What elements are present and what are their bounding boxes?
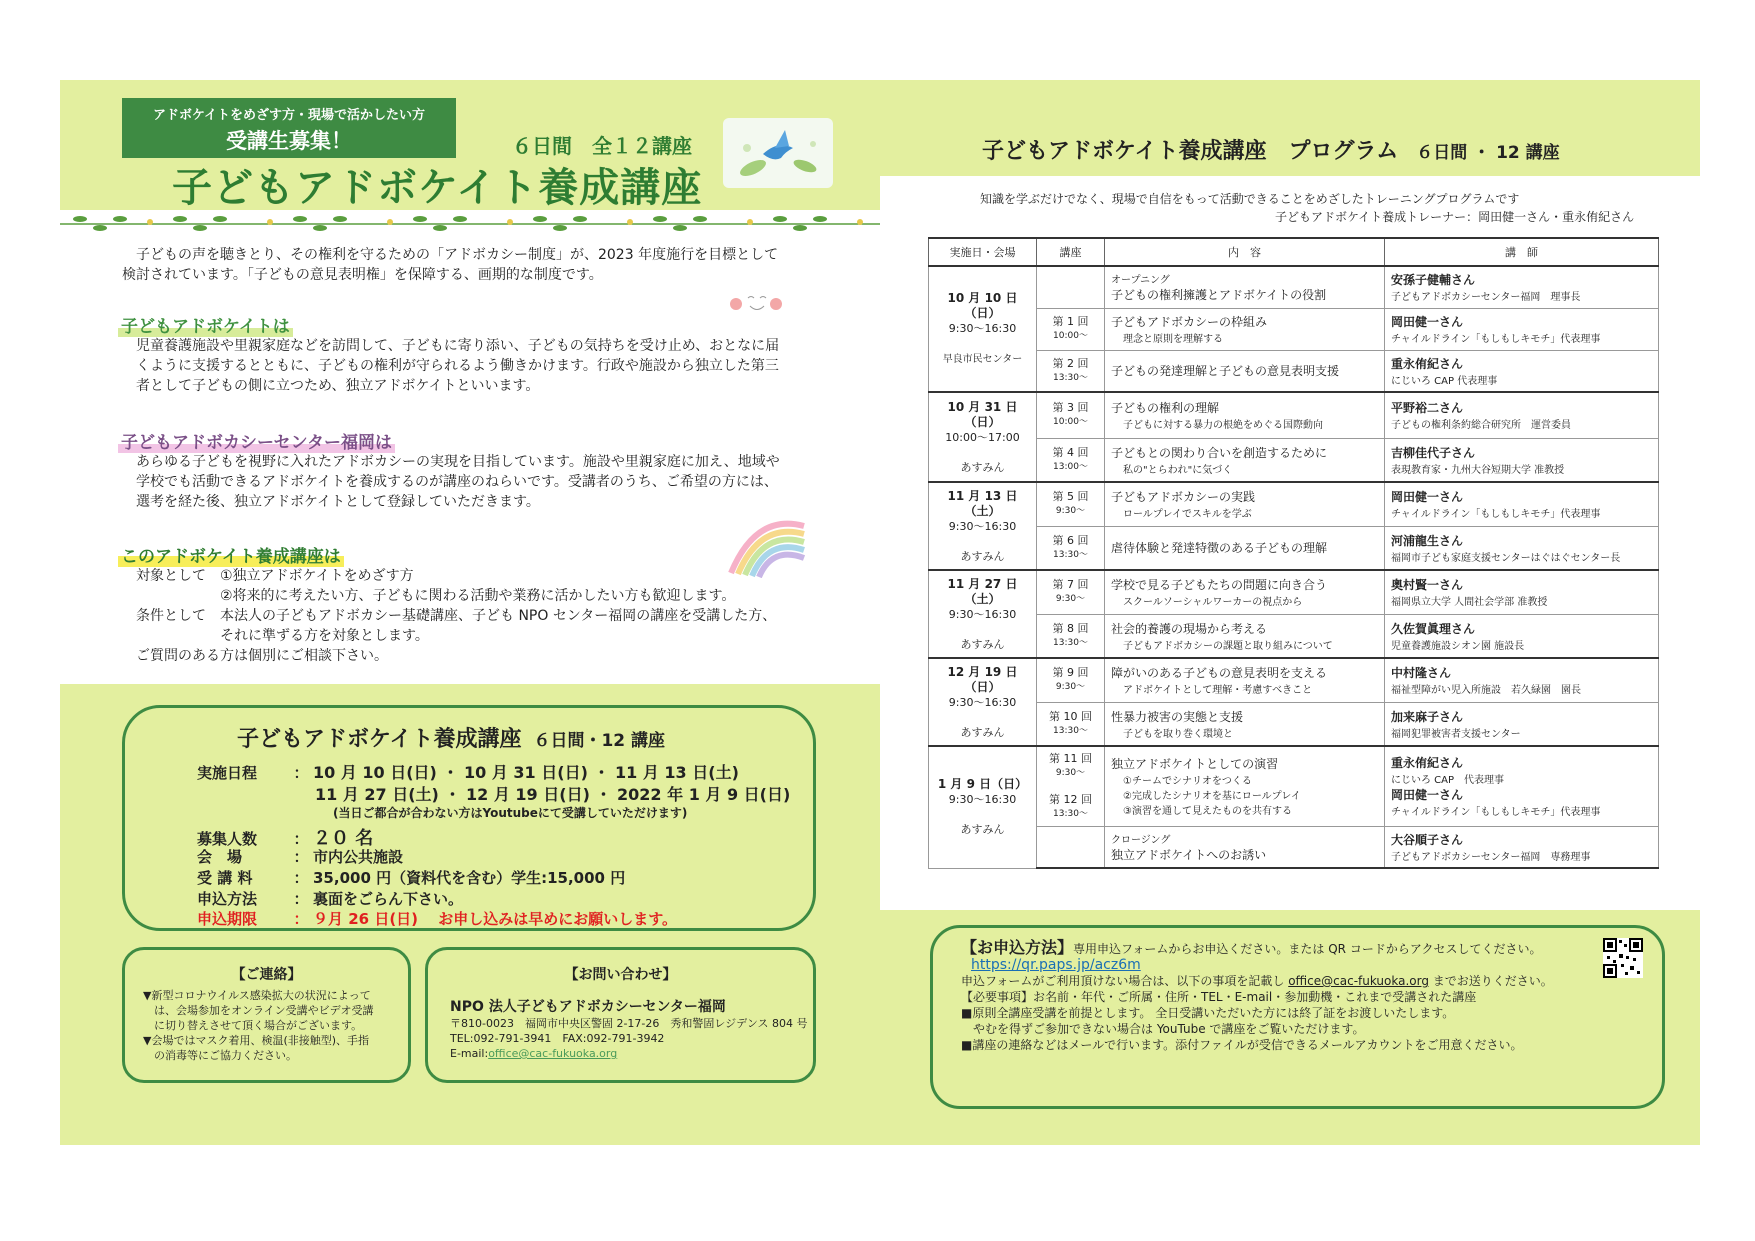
content: オープニング [1111, 275, 1170, 287]
lecturer: 大谷順子さん [1391, 832, 1464, 847]
venue: あすみん [960, 725, 1005, 739]
apply-line1 [961, 973, 1662, 989]
colon: ： [293, 830, 309, 848]
section3-heading [118, 542, 344, 567]
lecture-time: 9:30～ [1055, 767, 1086, 778]
content-cell [1105, 614, 1385, 658]
content-cell [1105, 826, 1385, 868]
table-row [929, 826, 1659, 868]
apply-url-row [971, 957, 1662, 973]
lecture-time: 13:30～ [1053, 808, 1088, 819]
notice-lines [143, 988, 408, 1063]
lecture-cell [1037, 266, 1105, 308]
content: クロージング [1111, 834, 1171, 846]
lecture-time: 13:30～ [1053, 372, 1088, 383]
lecturer-cell [1385, 350, 1659, 392]
lecture-no: 第 5 回 [1052, 490, 1089, 504]
date-cell [929, 482, 1037, 570]
lecture-no: 第 4 回 [1052, 445, 1089, 459]
course-title-text: 子どもアドボケイト養成講座 [237, 727, 522, 752]
contact-email-label: E-mail: [450, 1047, 489, 1060]
lecture-time: 10:00～ [1053, 417, 1088, 428]
notice-line: の消毒等にご協力ください。 [143, 1049, 297, 1062]
lecturer-cell [1385, 658, 1659, 702]
lecturer: 岡田健一さん [1391, 490, 1464, 505]
apply-line1-b: までお送りください。 [1428, 974, 1553, 988]
lecturer: 河浦龍生さん [1391, 533, 1464, 548]
method-value: 裏面をごらん下さい。 [313, 890, 464, 908]
method-label: 申込方法 [197, 890, 258, 908]
course-title-sub: ６日間・12 講座 [533, 731, 666, 751]
date: 1 月 9 日（日） [937, 777, 1028, 792]
schedule-label: 実施日程 [197, 764, 258, 782]
program-table [928, 237, 1659, 869]
section2-line: あらゆる子どもを視野に入れたアドボカシーの実現を目指しています。施設や里親家庭に加え、地域や [136, 454, 780, 470]
venue: あすみん [960, 823, 1005, 837]
lecturer-role: 福岡県立大学 人間社会学部 准教授 [1391, 597, 1548, 609]
fee-label: 受 講 料 [197, 869, 253, 887]
lecture-no: 第 7 回 [1052, 578, 1089, 592]
section1-line: 者として子どもの側に立つため、独立アドボケイトといいます。 [136, 378, 540, 394]
section1-line: 児童養護施設や里親家庭などを訪問して、子どもに寄り添い、子どもの気持ちを受け止め、おとなに届 [136, 338, 780, 354]
lecture-cell [1037, 570, 1105, 614]
content-sub: スクールソーシャルワーカーの視点から [1123, 597, 1303, 609]
bird-illustration [723, 118, 833, 188]
application-box [930, 925, 1665, 1109]
content-cell [1105, 438, 1385, 482]
smile-face-icon [728, 290, 784, 320]
lecturer-cell [1385, 702, 1659, 746]
lecturer: 奥村賢一さん [1391, 578, 1464, 593]
venue-value: 市内公共施設 [313, 848, 404, 866]
table-row [929, 482, 1659, 526]
section2-heading-text: 子どもアドボカシーセンター福岡は [118, 433, 395, 453]
recruit-banner [122, 98, 456, 158]
lecturer-role: 児童養護施設シオン園 施設長 [1391, 640, 1525, 652]
banner-line2: 受講生募集！ [226, 129, 352, 153]
colon: ： [293, 890, 309, 908]
date: 10 月 31 日（日） [947, 399, 1018, 429]
content: 子どもアドボカシーの枠組み [1111, 315, 1268, 329]
lecture-cell [1037, 826, 1105, 868]
section2-line: 学校でも活動できるアドボケイトを養成するのが講座のねらいです。受講者のうち、ご希望の方には、 [136, 474, 778, 490]
colon: ： [293, 764, 309, 782]
date-cell [929, 570, 1037, 658]
content-cell [1105, 526, 1385, 570]
section3-line: ②将来的に考えたい方、子どもに関わる活動や業務に活かしたい方も歓迎します。 [136, 588, 736, 604]
date-cell [929, 266, 1037, 392]
date: 11 月 27 日（土） [947, 576, 1018, 606]
lecture-time: 13:30～ [1053, 637, 1088, 648]
program-title-sub: ６日間 ・ 12 講座 [1416, 143, 1560, 163]
content-cell [1105, 702, 1385, 746]
contact-title: 【お問い合わせ】 [564, 967, 677, 983]
section3-line: 条件として 本法人の子どもアドボカシー基礎講座、子ども NPO センター福岡の講座を受講した方、 [136, 608, 777, 624]
lecture-time: 13:30～ [1053, 725, 1088, 736]
capacity-value: ２０ 名 [313, 828, 374, 849]
venue: あすみん [960, 460, 1005, 474]
left-page [60, 80, 880, 1145]
colon: ： [293, 910, 309, 928]
content: 障がいのある子どもの意見表明を支える [1111, 666, 1328, 681]
notice-line: は、会場参加をオンライン受講やビデオ受講 [143, 1004, 374, 1017]
lecture-cell [1037, 350, 1105, 392]
lecture-cell [1037, 482, 1105, 526]
lecture-time: 13:30～ [1053, 549, 1088, 560]
notice-title: 【ご連絡】 [231, 967, 302, 983]
colon: ： [293, 869, 309, 887]
venue-label: 会 場 [197, 848, 243, 866]
lecturer-cell [1385, 266, 1659, 308]
table-row [929, 526, 1659, 570]
lecturer-role: にじいろ CAP 代表理事 [1391, 375, 1498, 387]
notice-line: ▼会場ではマスク着用、検温(非接触型)、手指 [143, 1034, 370, 1047]
lecture-no: 第 9 回 [1052, 666, 1089, 680]
application-content [961, 940, 1662, 1053]
table-row [929, 570, 1659, 614]
content-sub: 子どもの権利擁護とアドボケイトの役割 [1111, 288, 1327, 303]
lecturer-role: 表現教育家・九州大谷短期大学 准教授 [1391, 464, 1565, 476]
content-sub: 独立アドボケイトへのお誘い [1111, 847, 1267, 862]
lecture-time: 9:30～ [1055, 594, 1086, 605]
capacity-label: 募集人数 [197, 830, 258, 848]
section2-body [136, 452, 846, 512]
lecturer-role: 子どもアドボカシーセンター福岡 専務理事 [1391, 851, 1591, 863]
content-sub: 子どもを取り巻く環境と [1123, 728, 1233, 740]
col-header: 内 容 [1105, 238, 1385, 266]
content: 子どもとの関わり合いを創造するために [1111, 445, 1328, 460]
table-row [929, 746, 1659, 826]
lecturer-role: チャイルドライン「もしもしキモチ」代表理事 [1391, 334, 1601, 345]
section1-body [136, 336, 846, 396]
content: 独立アドボケイトとしての演習 [1111, 757, 1279, 772]
lecturer-cell [1385, 526, 1659, 570]
venue: あすみん [960, 637, 1005, 651]
lecturer-role: 福岡市子ども家庭支援センターはぐはぐセンター長 [1391, 552, 1621, 564]
notice-line: に切り替えさせて頂く場合がございます。 [143, 1019, 363, 1032]
lecture-no: 第 10 回 [1049, 709, 1092, 723]
time: 10:00～17:00 [945, 430, 1020, 444]
lecture-cell [1037, 526, 1105, 570]
contact-tel: TEL:092-791-3941 FAX:092-791-3942 [450, 1032, 665, 1045]
contact-address: 〒810-0023 福岡市中央区警固 2-17-26 秀和警固レジデンス 804 号 [450, 1017, 808, 1030]
section1-line: くように支援するとともに、子どもの権利が守られるよう働きかけます。行政や施設から独立した第三 [136, 358, 779, 374]
lecture-cell [1037, 746, 1105, 826]
lecturer: 岡田健一さん [1391, 315, 1464, 329]
lecture-time: 9:30～ [1055, 682, 1086, 693]
lecturer: 加来麻子さん [1391, 709, 1464, 724]
apply-lead: 専用申込フォームからお申込ください。または QR コードからアクセスしてください。 [1073, 942, 1542, 956]
apply-lead-row [961, 940, 1662, 957]
col-header: 実施日・会場 [929, 238, 1037, 266]
fee-row [197, 867, 625, 888]
lecture-cell [1037, 438, 1105, 482]
section3-line: それに準ずる方を対象とします。 [136, 628, 429, 644]
lecturer-cell [1385, 482, 1659, 526]
lecturer-role: 子どもアドボカシーセンター福岡 理事長 [1391, 292, 1581, 304]
colon: ： [293, 848, 309, 866]
time: 9:30～16:30 [948, 695, 1017, 709]
section3-body [136, 566, 846, 666]
contact-box [425, 947, 816, 1083]
lecture-no: 第 12 回 [1049, 792, 1092, 806]
content-sub: ②完成したシナリオを基にロールプレイ [1123, 791, 1301, 803]
contact-email-link[interactable]: office@cac-fukuoka.org [488, 1047, 618, 1060]
course-summary-box [122, 705, 816, 931]
lecture-cell [1037, 392, 1105, 438]
table-row [929, 350, 1659, 392]
col-header: 講座 [1037, 238, 1105, 266]
lecturer: 吉柳佳代子さん [1391, 445, 1476, 460]
right-page [880, 80, 1700, 1145]
section3-heading-text: このアドボケイト養成講座は [118, 547, 344, 567]
lecture-no: 第 1 回 [1052, 315, 1089, 328]
table-row [929, 392, 1659, 438]
content-sub: ③演習を通して見えたものを共有する [1123, 806, 1292, 818]
apply-line3: ■原則全講座受講を前提とします。 全日受講いただいた方には終了証をお渡しいたします。 [961, 1006, 1455, 1020]
program-title [982, 134, 1560, 165]
lecture-time: 9:30～ [1055, 506, 1086, 517]
section1-heading [118, 312, 293, 337]
apply-email-link[interactable]: office@cac-fukuoka.org [1288, 974, 1429, 988]
content-cell [1105, 266, 1385, 308]
lecturer: 中村隆さん [1391, 666, 1452, 681]
content-sub: 私の"とらわれ"に気づく [1123, 464, 1233, 476]
apply-title: 【お申込方法】 [961, 938, 1074, 957]
lecture-cell [1037, 702, 1105, 746]
lecture-no: 第 3 回 [1052, 401, 1089, 415]
bird-icon [723, 118, 833, 188]
time: 9:30～16:30 [948, 607, 1017, 621]
section1-heading-text: 子どもアドボケイトは [118, 317, 293, 337]
section2-line: 選考を経た後、独立アドボケイトとして登録していただきます。 [136, 494, 540, 510]
venue: あすみん [960, 549, 1005, 563]
deadline-row [197, 908, 677, 929]
lecturer-role: 福岡犯罪被害者支援センター [1391, 728, 1521, 740]
qr-code-icon[interactable] [1603, 938, 1643, 978]
content-cell [1105, 746, 1385, 826]
banner-line1: アドボケイトをめざす方・現場で活かしたい方 [152, 108, 426, 123]
content: 子どもの発達理解と子どもの意見表明支援 [1111, 364, 1340, 379]
content-cell [1105, 350, 1385, 392]
course-summary-title [237, 722, 665, 753]
content: 子どもの権利の理解 [1111, 401, 1220, 416]
schedule-note: (当日ご都合が合わない方はYoutubeにて受講していただけます) [333, 806, 688, 820]
content: 子どもアドボカシーの実践 [1111, 490, 1256, 505]
content-sub: アドボケイトとして理解・考慮すべきこと [1123, 685, 1313, 697]
lecturer-role: 子どもの権利条約総合研究所 運営委員 [1391, 420, 1571, 432]
lecturer-cell [1385, 746, 1659, 826]
time: 9:30～16:30 [948, 793, 1017, 807]
venue-row [197, 846, 403, 867]
contact-details [450, 996, 813, 1061]
date: 11 月 13 日（土） [947, 488, 1018, 518]
lecturer: 久佐賀眞理さん [1391, 621, 1476, 636]
lecturer: 岡田健一さん [1391, 788, 1464, 803]
lecturer-role: チャイルドライン「もしもしキモチ」代表理事 [1391, 509, 1601, 521]
content-cell [1105, 658, 1385, 702]
table-row [929, 266, 1659, 308]
lecturer-cell [1385, 438, 1659, 482]
lecturer-cell [1385, 826, 1659, 868]
date: 12 月 19 日（日） [947, 664, 1018, 694]
date-cell [929, 658, 1037, 746]
intro-text [122, 245, 842, 285]
lecturer-cell [1385, 614, 1659, 658]
date-cell [929, 392, 1037, 482]
apply-line1-a: 申込フォームがご利用頂けない場合は、以下の事項を記載し [961, 974, 1289, 988]
col-header: 講 師 [1385, 238, 1659, 266]
content-sub: 子どもアドボカシーの課題と取り組みについて [1123, 640, 1333, 652]
intro-line: 子どもの声を聴きとり、その権利を守るための「アドボカシー制度」が、2023 年度施行を目標として [136, 247, 779, 263]
content-sub: ロールプレイでスキルを学ぶ [1123, 509, 1252, 521]
lecture-time: 10:00～ [1053, 331, 1088, 341]
lecturer-role: チャイルドライン「もしもしキモチ」代表理事 [1391, 807, 1601, 819]
deadline-label: 申込期限 [197, 910, 258, 928]
six-days-label: ６日間 全１２講座 [512, 134, 692, 158]
vine-decoration [60, 210, 880, 234]
page-title: 子どもアドボケイト養成講座 [172, 165, 703, 211]
lecturer: 重永侑紀さん [1391, 756, 1464, 771]
program-subtitle: 知識を学ぶだけでなく、現場で自信をもって活動できることをめざしたトレーニングプログラムです [980, 192, 1520, 206]
date-cell [929, 746, 1037, 868]
lecturer-cell [1385, 308, 1659, 350]
table-header-row [929, 238, 1659, 266]
notice-box [122, 947, 411, 1083]
lecturer-cell [1385, 392, 1659, 438]
content-sub: 理念と原則を理解する [1123, 334, 1223, 345]
lecture-cell [1037, 308, 1105, 350]
apply-line4: やむを得ずご参加できない場合は YouTube で講座をご覧いただけます。 [961, 1022, 1365, 1036]
lecturer-cell [1385, 570, 1659, 614]
content-sub: ①チームでシナリオをつくる [1123, 776, 1252, 788]
content-sub: 子どもに対する暴力の根絶をめぐる国際動向 [1123, 420, 1323, 432]
table-row [929, 614, 1659, 658]
lecturer: 安孫子健輔さん [1391, 273, 1476, 288]
intro-line: 検討されています。「子どもの意見表明権」を保障する、画期的な制度です。 [122, 267, 603, 283]
fee-value: 35,000 円（資料代を含む）学生:15,000 円 [313, 869, 626, 887]
venue: 早良市民センター [942, 354, 1023, 365]
schedule-line1: 10 月 10 日(日) ・ 10 月 31 日(日) ・ 11 月 13 日(土) [313, 763, 739, 782]
section2-heading [118, 428, 395, 453]
lecture-no: 第 2 回 [1052, 356, 1089, 370]
program-title-text: 子どもアドボケイト養成講座 プログラム [982, 139, 1399, 164]
contact-email-row [450, 1046, 813, 1061]
lecturer-role: にじいろ CAP 代表理事 [1391, 775, 1505, 787]
schedule-row [197, 760, 739, 783]
apply-line2: 【必要事項】お名前・年代・ご所属・住所・TEL・E-mail・参加動機・これまで受講された講座 [961, 990, 1477, 1004]
table-row [929, 702, 1659, 746]
lecture-cell [1037, 658, 1105, 702]
content-cell [1105, 482, 1385, 526]
lecturer-role: 福祉型障がい児入所施設 若久緑園 園長 [1391, 685, 1581, 697]
table-row [929, 658, 1659, 702]
time: 9:30～16:30 [948, 322, 1017, 335]
program-trainers: 子どもアドボケイト養成トレーナー：岡田健一さん・重永侑紀さん [1275, 210, 1635, 224]
deadline-value: ９月 26 日(日) お申し込みは早めにお願いします。 [313, 910, 678, 928]
content: 社会的養護の現場から考える [1111, 621, 1268, 636]
time: 9:30～16:30 [948, 519, 1017, 533]
content-cell [1105, 308, 1385, 350]
lecture-no: 第 11 回 [1049, 751, 1092, 765]
lecture-time: 13:00～ [1053, 461, 1088, 472]
lecturer: 重永侑紀さん [1391, 356, 1464, 371]
date: 10 月 10 日（日） [947, 291, 1018, 320]
content: 学校で見る子どもたちの問題に向き合う [1111, 578, 1328, 593]
content-cell [1105, 392, 1385, 438]
method-row [197, 888, 463, 909]
table-row [929, 308, 1659, 350]
content-cell [1105, 570, 1385, 614]
schedule-line2: 11 月 27 日(土) ・ 12 月 19 日(日) ・ 2022 年 1 月 9 日(日) [315, 785, 791, 804]
apply-url-link[interactable]: https://qr.paps.jp/acz6m [971, 957, 1141, 973]
lecture-no: 第 6 回 [1052, 533, 1089, 547]
section3-line: 対象として ①独立アドボケイトをめざす方 [136, 568, 414, 584]
contact-org: NPO 法人子どもアドボカシーセンター福岡 [450, 999, 726, 1015]
lecture-no: 第 8 回 [1052, 621, 1089, 635]
content: 性暴力被害の実態と支援 [1111, 709, 1244, 724]
notice-line: ▼新型コロナウイルス感染拡大の状況によって [143, 989, 371, 1002]
content: 虐待体験と発達特徴のある子どもの理解 [1111, 541, 1328, 556]
table-row [929, 438, 1659, 482]
section3-line: ご質問のある方は個別にご相談下さい。 [136, 648, 388, 664]
apply-line5: ■講座の連絡などはメールで行います。添付ファイルが受信できるメールアカウントをご用意ください。 [961, 1038, 1523, 1052]
lecture-cell [1037, 614, 1105, 658]
lecturer: 平野裕二さん [1391, 401, 1464, 416]
